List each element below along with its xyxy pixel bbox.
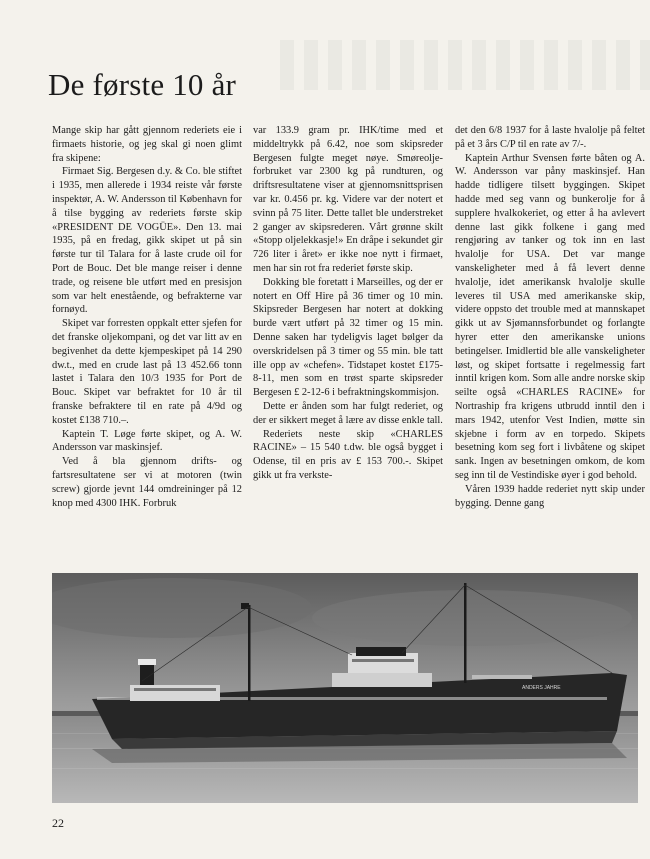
page-title: De første 10 år [48,66,237,102]
text-column-2 [253,124,443,572]
paragraph: Dokking ble foretatt i Marseilles, og der er notert en Off Hire på 36 timer og 10 min. Skipsreder Bergesen har notert at dokking burde vært utført på 32 timer og 15 min. Denne saken har tydeligvis laget bølger da overskridelsen på 3 timer og 55 min. ble tatt ille opp av «chefen». Tidstapet kostet £175-8-11, men som en trøst sparte skipsreder Bergesen £ 2-12-6 i befraktningskommisjon. [253,276,443,399]
ship-photo [52,573,638,803]
paragraph: Dette er ånden som har fulgt rederiet, og der er sikkert meget å lære av disse enkle tall. [253,400,443,426]
paragraph: Firmaet Sig. Bergesen d.y. & Co. ble stiftet i 1935, men allerede i 1934 reiste vår første inspektør, A. W. Andersson til København for å tilse bygging av rederiets første skip «PRESIDENT DE VOGÜE». Den 13. mai 1935, på en fredag, gikk skipet ut på sin første tur til Talara for å laste crude oil for Port de Bouc. Det ble mange reiser i denne trade, og reisene ble utført med en presisjon som var helt enestående, og befrakterne var fornøyd. [52,166,242,316]
paragraph: Kaptein Arthur Svensen førte båten og A. W. Andersson var påny maskinsjef. Han hadde tidligere tilsett byggingen. Skipet hadde med seg vann og bunkerolje for å supplere hvalkokeriet, og etter å ha avlevert denne last gikk folkene i gang med rengjøring av tanker og tok inn en last hvalolje for USA. Det var mange vanskeligheter med å få levert denne hvalolje, idet amerikansk hvalolje skulle leveres til USA med amerikanske skip, videre oppsto det trouble med at mannskapet gikk ut av Sjømannsforbundet og forlangte hyrer etter den amerikanske unions betingelser. Imidlertid ble alle vanskeligheter løst, og skipet fortsatte i regelmessig fart inntil krigen kom. Som alle andre norske skip seilte også «CHARLES RACINE» for Nortraship fra krigens utbrudd inntil den i mars 1942, utenfor Vest Indien, møtte sin skjebne i form av en torpedo. Skipets besetning kom seg fort i livbåtene og skipet sank. Ingen av besetningen omkom, de kom seg inn til de Vestindiske øyer i god behold. [455,152,645,481]
paragraph: Kaptein T. Løge førte skipet, og A. W. Andersson var maskinsjef. [52,428,242,454]
text-column-1 [52,124,242,572]
paragraph: Skipet var forresten oppkalt etter sjefen for det franske oljekompani, og det var litt av en begivenhet da dette kjempeskipet på 14 290 dw.t., med en crude last på 13 452.66 tonn lastet i Talara den 10/3 1935 for Port de Bouc. Skipet var befraktet for 10 år til franske befraktere til en rate på 4/9d og kostet £138 710.–. [52,318,242,426]
hull-name-text: ANDERS JAHRE [522,685,561,691]
paragraph: det den 6/8 1937 for å laste hvalolje på feltet på et 3 års C/P til en rate av 7/-. [455,125,645,150]
page-number: 22 [52,816,64,830]
paragraph: Mange skip har gått gjennom rederiets eie i firmaets historie, og jeg skal gi noen glimt fra skipene: [52,125,242,164]
paragraph: Rederiets neste skip «CHARLES RACINE» – 15 540 t.dw. ble også bygget i Odense, til en pris av £ 153 700.-. Skipet gikk ut fra verkste- [253,428,443,481]
paragraph: var 133.9 gram pr. IHK/time med et middeltrykk på 6.42, noe som skipsreder Bergesen fulgte meget nøye. Smøreolje-forbruket var 2300 kg på rundturen, og driftsresultatene viser at gjennomsnittsprisen var kr. 0.456 pr. kg. Videre var der notert et svinn på 75 liter. Dette tallet ble understreket 2 ganger av skipsrederen. Vårt grønne skilt «Stopp oljelekkasje!» En dråpe i sekundet gir 726 liter i året» er ikke noe nytt i firmaet, men har sin rot fra rederiet første skip. [253,125,443,274]
text-column-3 [455,124,645,574]
paragraph: Ved å bla gjennom drifts- og fartsresultatene ser vi at motoren (twin screw) gjorde jevnt 144 omdreininger på 12 knop med 4300 IHK. Forbruk [52,456,242,509]
paragraph: Våren 1939 hadde rederiet nytt skip under bygging. Denne gang [455,483,645,509]
show-through-text [280,40,650,90]
